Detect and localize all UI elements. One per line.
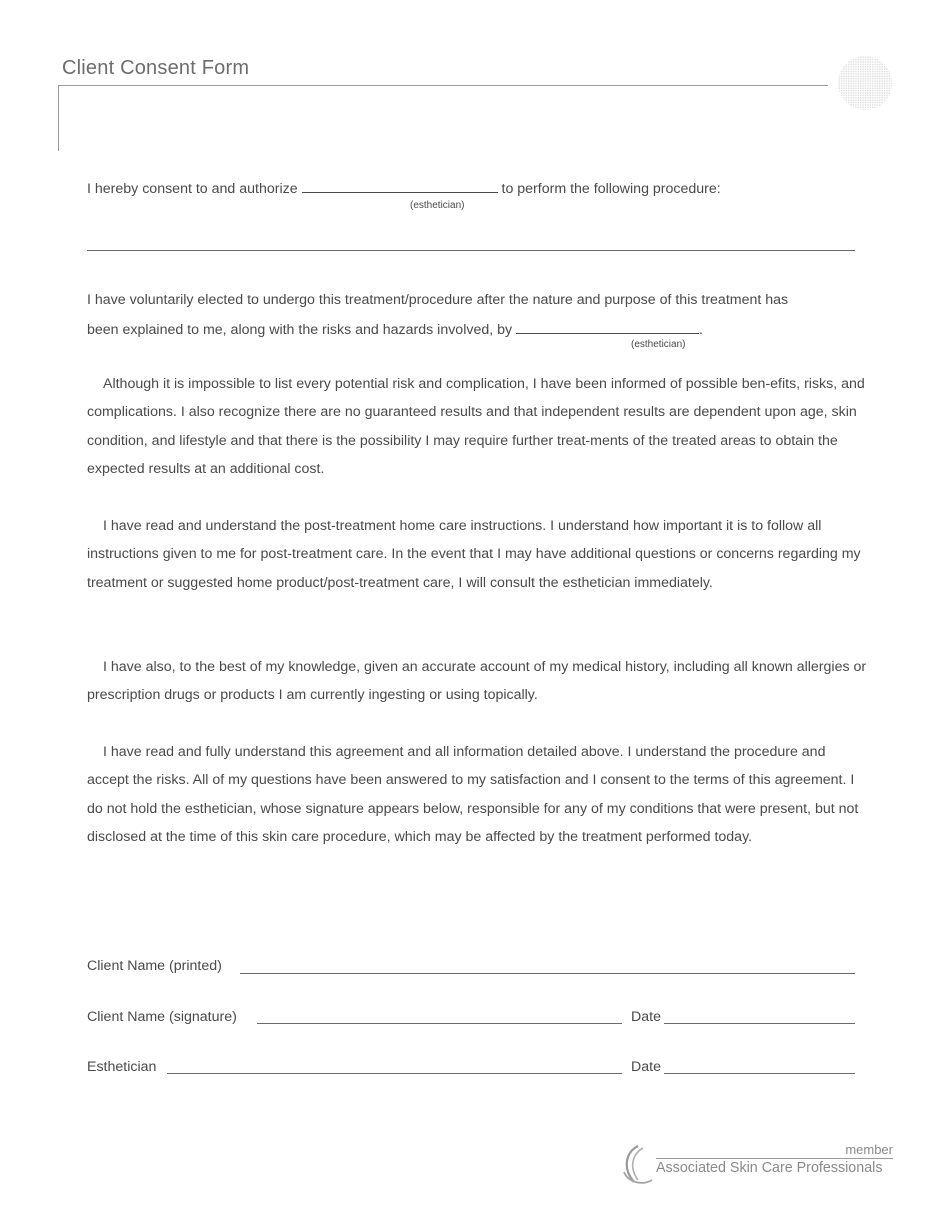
client-name-printed-field[interactable]: [240, 973, 855, 974]
header-rule: [58, 85, 828, 86]
explained-by-blank[interactable]: [516, 320, 699, 334]
paragraph-1-end: .: [699, 322, 703, 338]
consent-line: [87, 179, 721, 197]
client-signature-field[interactable]: [257, 1023, 622, 1024]
paragraph-1-line-2: [87, 320, 703, 338]
procedure-blank-line[interactable]: [87, 250, 855, 251]
paragraph-medical-history: [87, 653, 867, 710]
paragraph-home-care-text: I have read and understand the post-treatment home care instructions. I understand how important it is to follow all instructions given to me for post-treatment care. In the event that I may have additional questions or concerns regarding my treatment or suggested home product/post-treatment care, I will consult the esthetician immediately.: [87, 518, 861, 591]
organization-name: Associated Skin Care Professionals: [656, 1160, 883, 1176]
esthetician-signature-field[interactable]: [167, 1073, 622, 1074]
header-vertical-rule: [58, 85, 59, 151]
paragraph-1-line-1: I have voluntarily elected to undergo this treatment/procedure after the nature and purpose of this treatment has: [87, 292, 789, 308]
esthetician-name-blank[interactable]: [302, 179, 498, 193]
paragraph-risks: [87, 370, 867, 483]
paragraph-medical-history-text: I have also, to the best of my knowledge, given an accurate account of my medical history, including all known allergies or prescription drugs or products I am currently ingesting or using topically.: [87, 659, 867, 704]
paragraph-risks-text: Although it is impossible to list every potential risk and complication, I have been informed of possible ben-efits, risks, and complications. I also recognize there are no guaranteed results and that independent results are dependent upon age, skin condition, and lifestyle and that there is the possibility I may require further treat-ments of the treated areas to obtain the expected results at an additional cost.: [87, 376, 865, 477]
esthetician-date-field[interactable]: [664, 1073, 855, 1074]
paragraph-agreement: [87, 738, 867, 851]
blank-caption-2: (esthetician): [631, 339, 686, 350]
ascp-logo-icon: [616, 1142, 656, 1186]
paragraph-1-text: been explained to me, along with the risks and hazards involved, by: [87, 322, 513, 338]
client-name-printed-label: Client Name (printed): [87, 958, 222, 974]
consent-prefix: I hereby consent to and authorize: [87, 181, 298, 197]
paragraph-agreement-text: I have read and fully understand this agreement and all information detailed above. I understand the procedure and accept the risks. All of my questions have been answered to my satisfaction and I consent to the terms of this agreement. I do not hold the esthetician, whose signature appears below, responsible for any of my conditions that were present, but not disclosed at the time of this skin care procedure, which may be affected by the treatment performed today.: [87, 744, 859, 845]
esthetician-date-label: Date: [631, 1059, 661, 1075]
form-title: Client Consent Form: [62, 57, 250, 79]
esthetician-label: Esthetician: [87, 1059, 157, 1075]
decorative-dot-circle: [838, 56, 892, 110]
client-signature-label: Client Name (signature): [87, 1009, 237, 1025]
client-date-field[interactable]: [664, 1023, 855, 1024]
paragraph-home-care: [87, 512, 867, 597]
logo-rule: [656, 1158, 893, 1159]
client-date-label: Date: [631, 1009, 661, 1025]
blank-caption: (esthetician): [410, 200, 465, 211]
consent-suffix: to perform the following procedure:: [501, 181, 721, 197]
member-label: member: [845, 1142, 893, 1157]
